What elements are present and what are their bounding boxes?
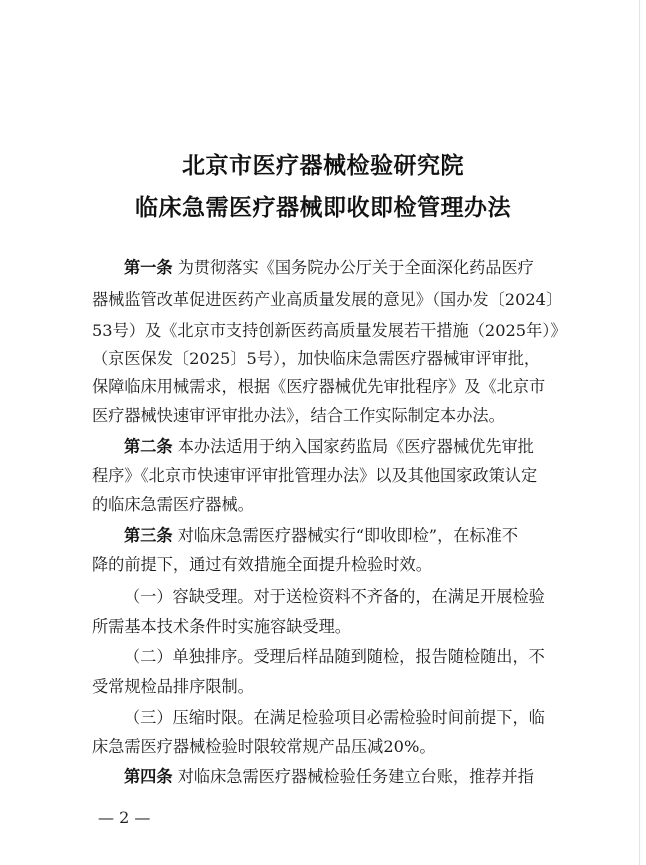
article-3-lead: 第三条 <box>124 526 173 545</box>
item-1-line-2: 所需基本技术条件时实施容缺受理。 <box>92 617 351 636</box>
article-2-line-1 <box>124 437 534 457</box>
article-1-line-2: 器械监管改革促进医药产业高质量发展的意见》（国办发〔2024〕 <box>92 290 563 309</box>
article-1-text: 为贯彻落实《国务院办公厅关于全面深化药品医疗 <box>172 258 534 277</box>
article-3-text: 对临床急需医疗器械实行“即收即检”，在标准不 <box>172 526 519 545</box>
item-1-line-1: （一）容缺受理。对于送检资料不齐备的，在满足开展检验 <box>124 587 545 606</box>
article-4-text: 对临床急需医疗器械检验任务建立台账，推荐并指 <box>172 767 534 786</box>
article-2-text: 本办法适用于纳入国家药监局《医疗器械优先审批 <box>172 437 534 456</box>
article-4-lead: 第四条 <box>124 767 173 786</box>
article-3-line-2: 降的前提下，通过有效措施全面提升检验时效。 <box>92 555 432 574</box>
item-2-line-2: 受常规检品排序限制。 <box>92 677 254 696</box>
article-2-line-3: 的临床急需医疗器械。 <box>92 495 254 514</box>
article-1-line-5: 保障临床用械需求，根据《医疗器械优先审批程序》及《北京市 <box>92 377 546 396</box>
article-3-line-1 <box>124 526 518 546</box>
article-2-lead: 第二条 <box>124 437 173 456</box>
item-3-line-2: 床急需医疗器械检验时限较常规产品压减20%。 <box>92 737 436 756</box>
article-1-line-4: （京医保发〔2025〕5号），加快临床急需医疗器械审评审批， <box>92 349 541 368</box>
page-edge <box>639 0 640 865</box>
item-3-line-1: （三）压缩时限。在满足检验项目必需检验时间前提下，临 <box>124 708 545 727</box>
article-1-line-6: 医疗器械快速审评审批办法》，结合工作实际制定本办法。 <box>92 406 505 425</box>
article-1-line-1 <box>124 258 534 278</box>
article-2-line-2: 程序》《北京市快速审评审批管理办法》以及其他国家政策认定 <box>92 466 538 485</box>
item-2-line-1: （二）单独排序。受理后样品随到随检，报告随检随出，不 <box>124 647 545 666</box>
article-1-line-3: 53号）及《北京市支持创新医药高质量发展若干措施（2025年）》 <box>92 321 567 340</box>
page-number: — 2 — <box>98 808 151 827</box>
article-4-line-1 <box>124 767 534 787</box>
article-1-lead: 第一条 <box>124 258 173 277</box>
document-title-line-2: 临床急需医疗器械即收即检管理办法 <box>135 195 511 221</box>
document-title-line-1: 北京市医疗器械检验研究院 <box>182 153 464 179</box>
